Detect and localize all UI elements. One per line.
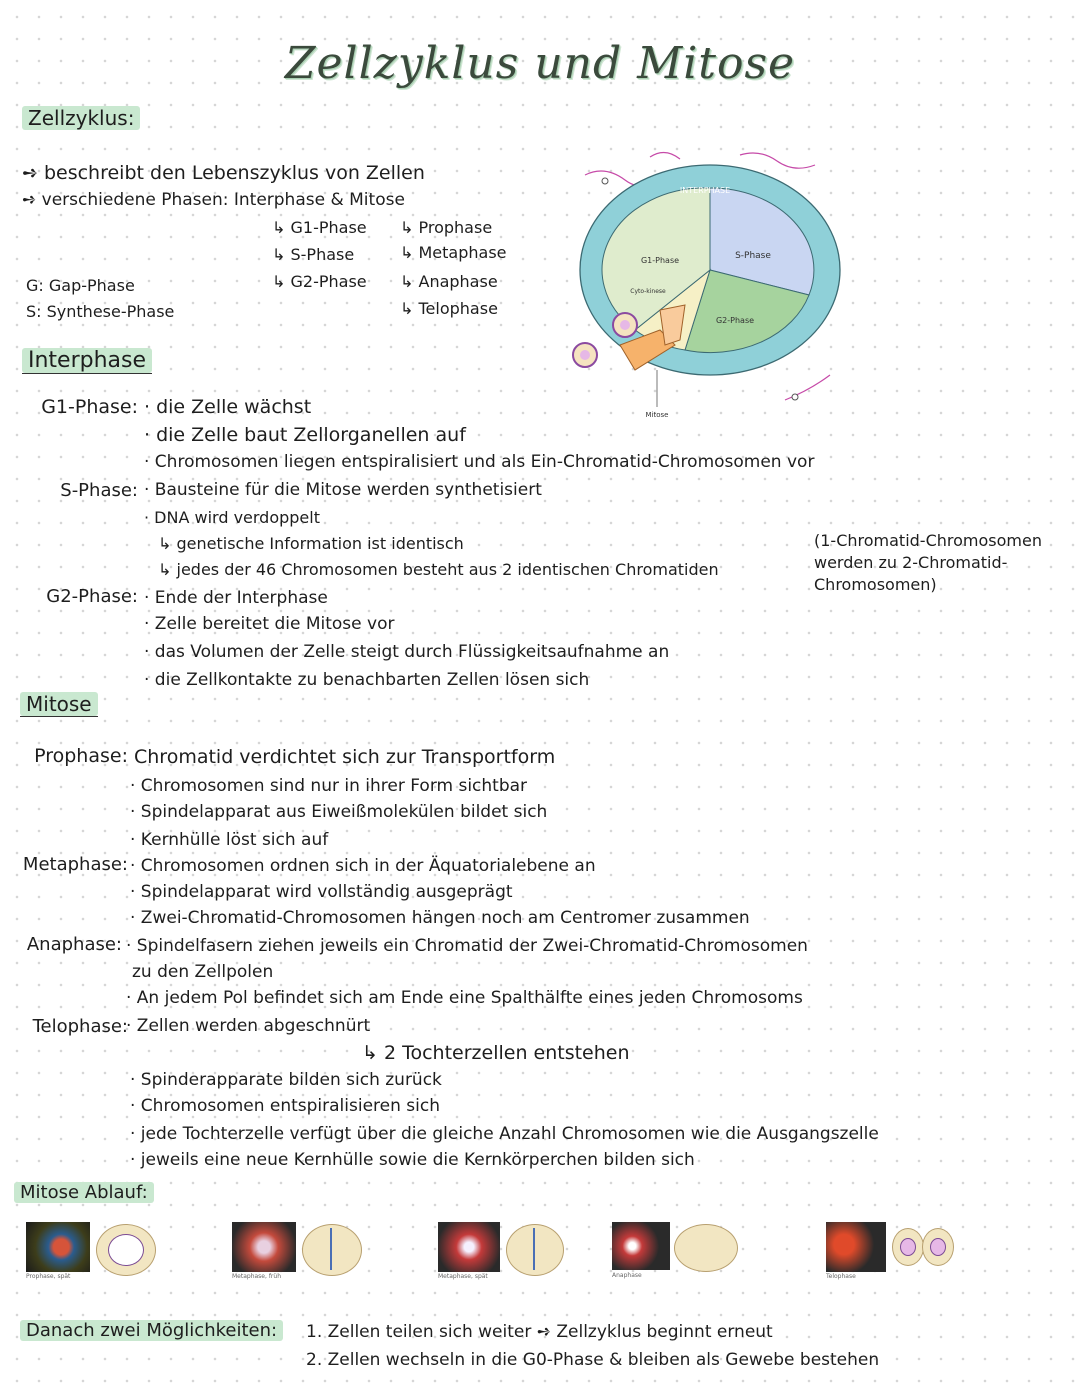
stage-caption: Anaphase <box>612 1272 642 1279</box>
prophase-item: ↳ Prophase <box>400 218 493 237</box>
s-line: ↳ genetische Information ist identisch <box>158 534 464 553</box>
diagram-mitose-label: Mitose <box>645 411 669 419</box>
s-line: ↳ jedes der 46 Chromosomen besteht aus 2 identischen Chromatiden <box>158 560 719 579</box>
anaphase-line: · An jedem Pol befindet sich am Ende eine Spalthälfte eines jeden Chromosoms <box>126 988 803 1008</box>
ablauf-heading: Mitose Ablauf: <box>14 1182 154 1203</box>
g2-line: · Zelle bereitet die Mitose vor <box>144 614 395 634</box>
zellzyklus-heading: Zellzyklus: <box>22 106 140 130</box>
prophase-line: · Spindelapparat aus Eiweißmolekülen bildet sich <box>130 802 548 822</box>
telophase-item: ↳ Telophase <box>400 299 498 318</box>
stage-caption: Prophase, spät <box>26 1273 71 1280</box>
g2-label: G2-Phase: <box>46 586 138 607</box>
metaphase-item: ↳ Metaphase <box>400 243 507 262</box>
stage-caption: Metaphase, spät <box>438 1273 488 1280</box>
prophase-label: Prophase: <box>34 745 128 767</box>
diagram-g2-label: G2-Phase <box>715 316 755 325</box>
stage-caption: Metaphase, früh <box>232 1273 282 1280</box>
prophase-line: · Kernhülle löst sich auf <box>130 830 329 850</box>
telophase-line: · Chromosomen entspiralisieren sich <box>130 1096 441 1116</box>
g2-line: · das Volumen der Zelle steigt durch Flüssigkeitsaufnahme an <box>144 642 670 662</box>
metaphase-label: Metaphase: <box>22 854 128 875</box>
s-label: S-Phase: <box>60 480 138 501</box>
g1-line: · Chromosomen liegen entspiralisiert und als Ein-Chromatid-Chromosomen vor <box>144 452 815 472</box>
prophase-line: Chromatid verdichtet sich zur Transportform <box>134 746 556 768</box>
interphase-heading: Interphase <box>22 348 152 374</box>
telophase-label: Telophase: <box>32 1016 128 1037</box>
metaphase-line: · Zwei-Chromatid-Chromosomen hängen noch am Centromer zusammen <box>130 908 750 928</box>
page-title: Zellzyklus und Mitose <box>284 38 796 89</box>
zellzyklus-line-2: ➺ verschiedene Phasen: Interphase & Mitose <box>22 190 405 210</box>
s-phase-item: ↳ S-Phase <box>272 245 355 264</box>
anaphase-line: zu den Zellpolen <box>132 962 274 982</box>
s-line: · Bausteine für die Mitose werden synthetisiert <box>144 480 542 500</box>
gap-phase-definition: G: Gap-Phase <box>26 276 135 295</box>
g1-line: · die Zelle baut Zellorganellen auf <box>144 424 466 446</box>
s-line: · DNA wird verdoppelt <box>144 508 320 527</box>
metaphase-line: · Chromosomen ordnen sich in der Äquatorialebene an <box>130 856 596 876</box>
diagram-s-label: S-Phase <box>735 251 771 261</box>
stage-caption: Telophase <box>826 1273 856 1280</box>
anaphase-label: Anaphase: <box>26 934 122 955</box>
metaphase-line: · Spindelapparat wird vollständig ausgeprägt <box>130 882 513 902</box>
anaphase-item: ↳ Anaphase <box>400 272 498 291</box>
chromatid-note: (1-Chromatid-Chromosomen werden zu 2-Chromatid- Chromosomen) <box>814 531 1042 594</box>
telophase-line: · jede Tochterzelle verfügt über die gleiche Anzahl Chromosomen wie die Ausgangszelle <box>130 1124 879 1144</box>
diagram-interphase-label: INTERPHASE <box>679 186 731 195</box>
danach-option-1: 1. Zellen teilen sich weiter ➺ Zellzyklus beginnt erneut <box>306 1322 773 1342</box>
mitose-heading: Mitose <box>20 692 98 717</box>
g1-phase-item: ↳ G1-Phase <box>272 218 367 237</box>
telophase-line: · Spinderapparate bilden sich zurück <box>130 1070 442 1090</box>
telophase-line: · Zellen werden abgeschnürt <box>126 1016 371 1036</box>
telophase-line: · jeweils eine neue Kernhülle sowie die Kernkörperchen bilden sich <box>130 1150 695 1170</box>
diagram-cytokinese-label: Cyto-kinese <box>630 288 666 295</box>
danach-heading: Danach zwei Möglichkeiten: <box>20 1320 283 1341</box>
g2-line: · die Zellkontakte zu benachbarten Zellen lösen sich <box>144 670 590 690</box>
synthese-phase-definition: S: Synthese-Phase <box>26 302 175 321</box>
zellzyklus-line-1: ➺ beschreibt den Lebenszyklus von Zellen <box>22 162 425 184</box>
danach-option-2: 2. Zellen wechseln in die G0-Phase & bleiben als Gewebe bestehen <box>306 1350 880 1370</box>
cell-cycle-diagram <box>565 145 855 425</box>
diagram-g1-label: G1-Phase <box>640 256 680 265</box>
anaphase-line: · Spindelfasern ziehen jeweils ein Chromatid der Zwei-Chromatid-Chromosomen <box>126 936 808 956</box>
g1-line: · die Zelle wächst <box>144 396 312 418</box>
g2-line: · Ende der Interphase <box>144 588 328 608</box>
telophase-line: ↳ 2 Tochterzellen entstehen <box>362 1042 630 1064</box>
g2-phase-item: ↳ G2-Phase <box>272 272 367 291</box>
prophase-line: · Chromosomen sind nur in ihrer Form sichtbar <box>130 776 528 796</box>
g1-label: G1-Phase: <box>41 396 138 418</box>
